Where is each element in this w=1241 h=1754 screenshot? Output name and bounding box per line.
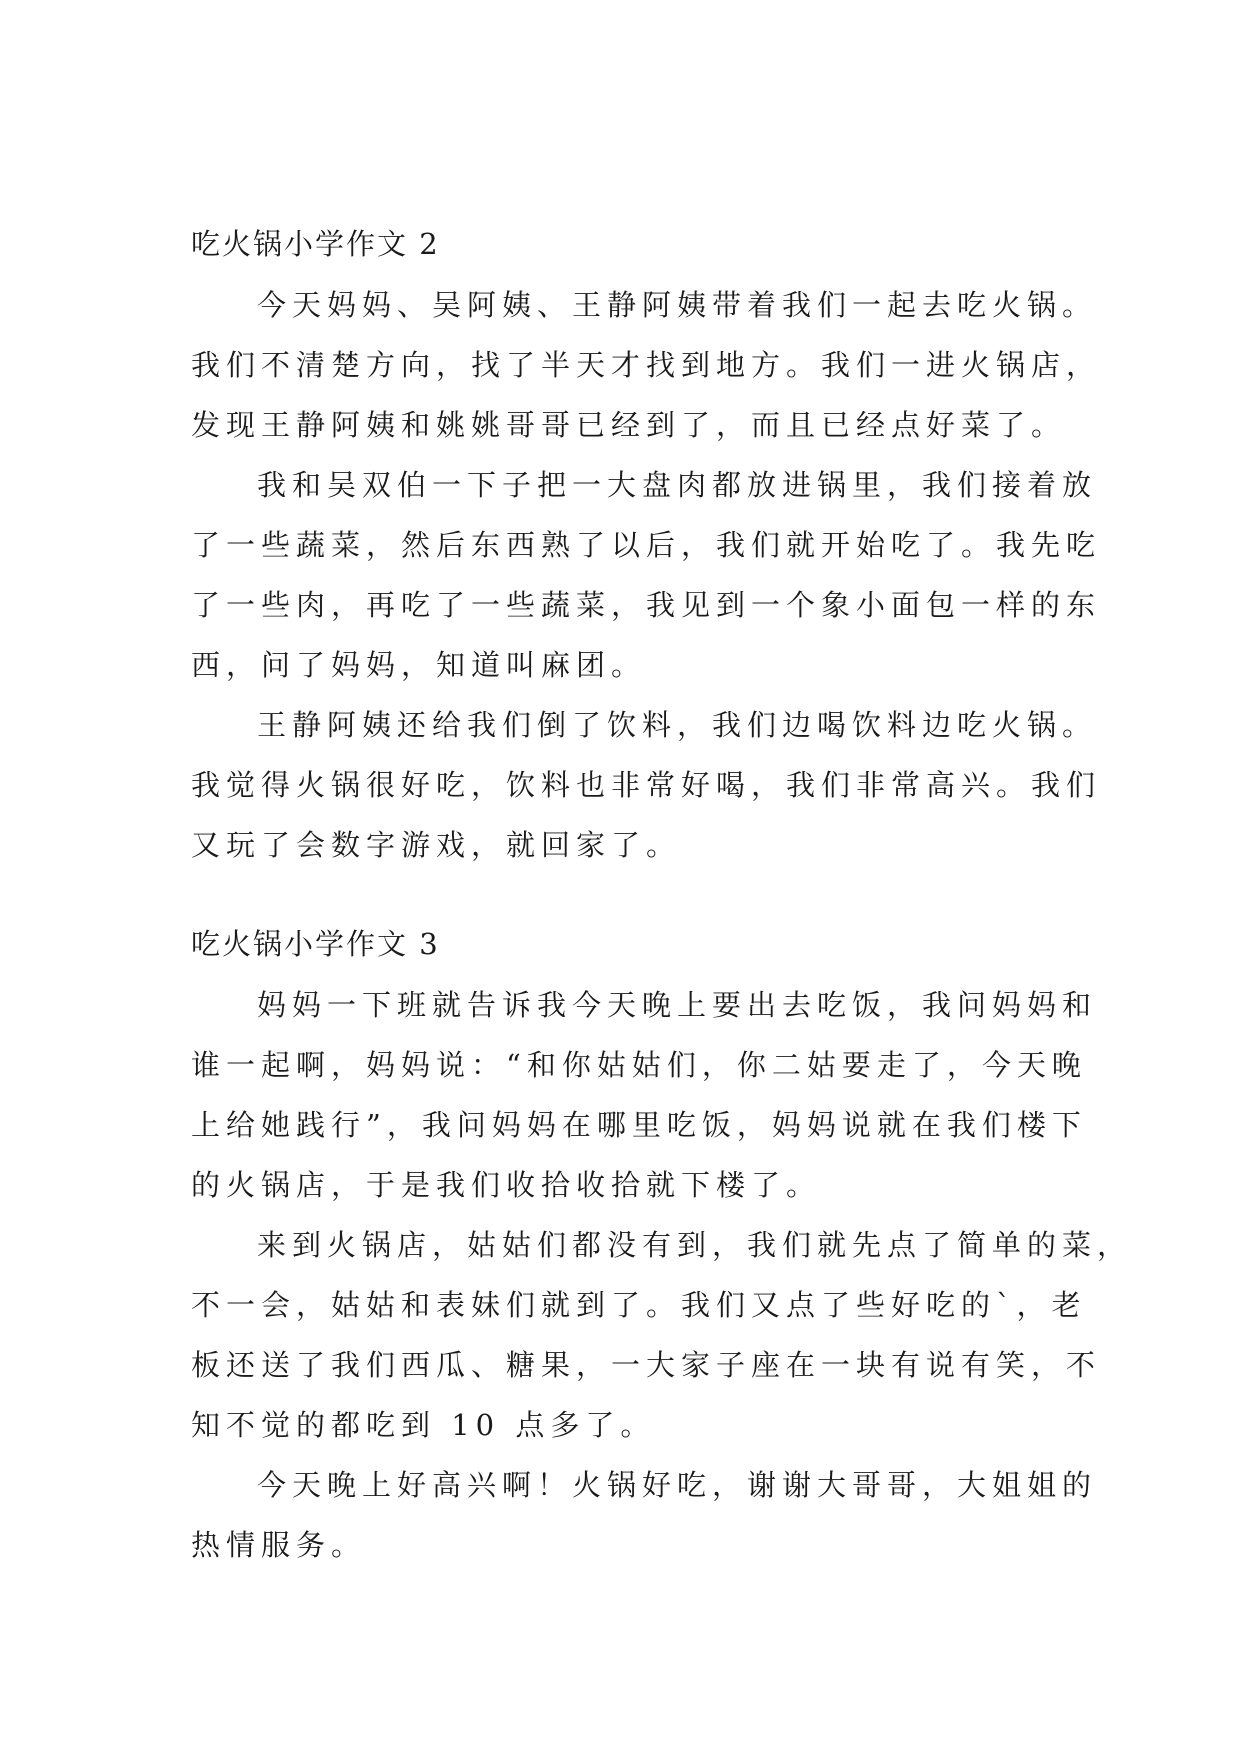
paragraph-line: 板还送了我们西瓜、糖果，一大家子座在一块有说有笑，不: [191, 1348, 1102, 1382]
paragraph-line: 我觉得火锅很好吃，饮料也非常好喝，我们非常高兴。我们: [191, 768, 1102, 802]
essay-title: 吃火锅小学作文 3: [191, 927, 440, 961]
paragraph-line: 今天晚上好高兴啊！火锅好吃，谢谢大哥哥，大姐姐的: [257, 1468, 1098, 1502]
paragraph-line: 今天妈妈、吴阿姨、王静阿姨带着我们一起去吃火锅。: [257, 288, 1098, 322]
paragraph-line: 谁一起啊，妈妈说：“和你姑姑们，你二姑要走了，今天晚: [191, 1048, 1087, 1082]
paragraph-line: 的火锅店，于是我们收拾收拾就下楼了。: [191, 1168, 822, 1202]
paragraph-line: 发现王静阿姨和姚姚哥哥已经到了，而且已经点好菜了。: [191, 408, 1067, 442]
paragraph-line: 我和吴双伯一下子把一大盘肉都放进锅里，我们接着放: [257, 468, 1098, 502]
paragraph-line: 又玩了会数字游戏，就回家了。: [191, 828, 682, 862]
paragraph-line: 王静阿姨还给我们倒了饮料，我们边喝饮料边吃火锅。: [257, 708, 1098, 742]
essay-title: 吃火锅小学作文 2: [191, 227, 440, 261]
paragraph-line: 来到火锅店，姑姑们都没有到，我们就先点了简单的菜，: [257, 1228, 1133, 1262]
paragraph-line: 了一些肉，再吃了一些蔬菜，我见到一个象小面包一样的东: [191, 588, 1102, 622]
paragraph-line: 知不觉的都吃到 10 点多了。: [191, 1408, 656, 1442]
paragraph-line: 妈妈一下班就告诉我今天晚上要出去吃饭，我问妈妈和: [257, 988, 1098, 1022]
paragraph-line: 不一会，姑姑和表妹们就到了。我们又点了些好吃的`，老: [191, 1288, 1087, 1322]
paragraph-line: 我们不清楚方向，找了半天才找到地方。我们一进火锅店，: [191, 348, 1102, 382]
paragraph-line: 了一些蔬菜，然后东西熟了以后，我们就开始吃了。我先吃: [191, 528, 1102, 562]
paragraph-line: 上给她践行”，我问妈妈在哪里吃饭，妈妈说就在我们楼下: [191, 1108, 1087, 1142]
paragraph-line: 热情服务。: [191, 1528, 367, 1562]
paragraph-line: 西，问了妈妈，知道叫麻团。: [191, 648, 647, 682]
